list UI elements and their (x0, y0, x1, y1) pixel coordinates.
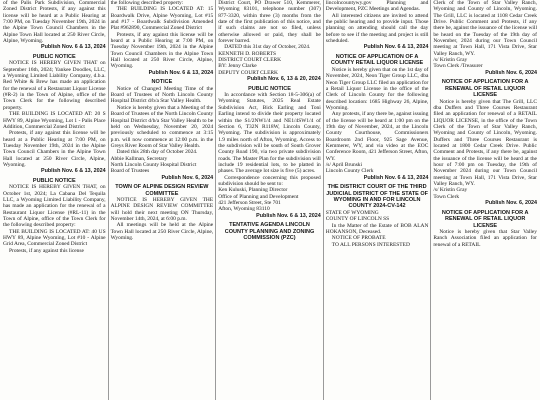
notice-title: TENTATIVE AGENDA LINCOLN COUNTY PLANNING AND ZONING COMMISSION (PZC) (224, 222, 315, 242)
notice-paragraph: In accordance with Section 18-5-306(a) of Wyoming Statutes, 2025 Real Estate Subdivision Act, Bick Earling and Toni Earling intend to divide their property located within the S1/2NW1/4 and NE1/4SW1/4 of Section 6, T32N R118W, Lincoln County, Wyoming. The subdivision is approximately 1.9 miles north of Afton, Wyoming. Access to the subdivision will be south of South Grover County Road 190, via two private subdivision roads. The Master Plan for the subdivision will include 19 residential lots, to be platted in phases. The average lot size is five (5) acres. (218, 92, 321, 175)
publish-dates: Publish Nov. 6 & 13, 2024 (148, 69, 214, 76)
column-3 (216, 0, 324, 400)
legal-notice (218, 0, 321, 83)
notice-paragraph: Dated this 28th day of October 2024. (116, 149, 198, 156)
legal-notice (433, 0, 537, 76)
notice-title: PUBLIC NOTICE (248, 85, 291, 92)
legal-notice (3, 0, 106, 51)
legal-notice (326, 184, 429, 248)
notice-paragraph: Correspondence concerning this proposed subdivision should be sent to: (218, 174, 321, 187)
legal-notice (326, 0, 429, 51)
notice-title: NOTICE (151, 79, 173, 86)
publish-dates: Publish Nov. 6 & 13, 2024 (256, 212, 321, 219)
notice-paragraph: Any protests, if any there be, against issuing of the license will be heard at 1:00 pm on the 19th day of November, 2024, at the Lincoln County Courthouse, Commissioners Boardroom 2nd Floor, 925 Sage Avenue, Kemmerer, WY, and via video at the EOC Conference Room, 421 Jefferson Street, Afton, WY. (325, 111, 429, 162)
notice-paragraph: NOTICE IS HEREBY GIVEN THAT on September 16th, 2024; Yankee Doodles, LLC, a Wyoming Limited Liability Company, d.b.a. Red White & Brew has made an application for the renewal of a Restaurant Liquor License (#R-2) in the Town of Alpine, office of the Town Clerk for the following described property. (3, 60, 106, 111)
legal-notice (111, 184, 214, 241)
column-1 (1, 0, 109, 400)
notice-paragraph: In the Matter of the Estate of BOB ALAN HOKANSON, Deceased. (325, 222, 429, 235)
notice-paragraph: Abbie Kallman, Secretary North Lincoln County Hospital District Board of Trustees (110, 155, 197, 175)
publish-dates: Publish Nov. 6 & 13, 2024 (40, 168, 106, 175)
notice-paragraph: District Court, PO Drawer 510, Kemmerer, Wyoming 83101, telephone number (307) 877-3320, within three (3) months from the date of the first publication of this notice, and if such claims are not so filed, unless otherwise allowed or paid, they shall be forever barred. (218, 0, 321, 45)
publish-dates: Publish Nov. 6 & 13, 2024 (363, 44, 429, 51)
notice-title: PUBLIC NOTICE (32, 177, 76, 184)
notice-paragraph: Notice of Changed Meeting Time of the Board of Trustees of North Lincoln County Hospital District d/b/a Star Valley Health. (110, 85, 214, 105)
notice-paragraph: /s/ Kristin Gray Town Clerk (433, 187, 468, 200)
notice-paragraph: KENNETH D. ROBERTS DISTRICT COURT CLERK BY: Jenny Clarke DEPUTY COURT CLERK (218, 50, 282, 76)
notice-paragraph: Protests, if any against this license will be heard at a Public Hearing at 7:00 PM, on Tuesday November 19th, 2024 in the Alpine Town Council Chambers in the Alpine Town Hall located at 250 River Circle, Alpine, Wyoming. (3, 130, 106, 168)
notice-paragraph: Notice is hereby given that The Grill, LLC dba Duffers and Three Courses Restaurant filed an application for renewal of a RETAIL LIQUOR LICENSE, in the office of the Town Clerk of the Town of Star Valley Ranch, Wyoming and County of Lincoln, Wyoming. Duffers and Three Courses Restaurant is located at 1800 Cedar Creek Drive. Public Comment and Protests, if any there be, against the issuance of the license will be heard at the hour of 7:00 pm on Tuesday, the 19th of November 2024 during our Town Council meeting at Town Hall, 171 Vista Drive, Star Valley Ranch, WY. (433, 98, 537, 188)
notice-paragraph: Notice is hereby given that a Meeting of the Board of Trustees of the North Lincoln County Hospital District d/b/a Star Valley Health to be held on Wednesday, November 20, 2024 previously scheduled to commence at 3:15 p.m. will now commence at 12:00 p.m. in the Greys River Room of Star Valley Health. (110, 104, 214, 149)
notice-paragraph: TO ALL PERSONS INTERESTED (331, 241, 410, 248)
legal-notice (218, 86, 321, 220)
publish-dates: Publish Nov. 6, 2024 (485, 200, 537, 207)
notice-paragraph: Notice is hereby given that on the 1st day of November, 2024, Neon Tiger Group LLC, dba Neon Tiger Group LLC filed an application for a Retail Liquor License in the office of the Clerk of Lincoln County for the following described location: 1685 Highway 26, Alpine, Wyoming. (325, 66, 429, 111)
notice-title: NOTICE OF APPLICATION FOR A RENEWAL OF RETAIL LIQUOR LICENSE (441, 209, 529, 229)
legal-notice (3, 178, 106, 254)
column-4 (324, 0, 432, 400)
legal-notice (433, 210, 537, 248)
notice-paragraph: NOTICE IS HEREBY GIVEN THAT, on October 1st, 2024; La Cabana Del Tequila LLC, a Wyoming Limited Liability Company, has made an application for the renewal of a Restaurant Liquor License (#RL-11) in the Town of Alpine, office of the Town Clerk for the following described property: (3, 184, 106, 229)
legal-notice (326, 54, 429, 181)
notice-paragraph: Protests, if any against this license will be heard at a Public Hearing at 7:00 PM, on Tuesday November 19th, 2024 in the Alpine Town Council Chambers in the Alpine Town Hall located at 250 River Circle, Alpine, Wyoming. (110, 31, 214, 70)
notice-paragraph: Notice is hereby given that Star Valley Ranch Association filed an application for renewal of a RETAIL (433, 228, 537, 248)
notice-paragraph: THE BUILDING IS LOCATED AT: 20 S HWY 89, Alpine Wyoming, Lot 1 - Palis Place Addition, Commercial Zoned District (3, 111, 106, 130)
publish-dates: Publish Nov. 6, 13 & 20, 2024 (247, 76, 321, 83)
notice-paragraph: /s/ April Brunski Lincoln County Clerk (325, 161, 374, 175)
notice-paragraph: Clerk of the Town of Star Valley Ranch, Wyoming and County of Lincoln, Wyoming. The Grill, LLC is located at 1108 Cedar Creek Drive. Public Comment and Protests, if any there be, against the issuance of the license will be heard on the Tuesday of the 19th day of November, 2024 during our Town Council meeting at Town Hall, 171 Vista Drive, Star Valley Ranch, WY. (433, 0, 537, 57)
notice-title: NOTICE OF APPLICATION OF A COUNTY RETAIL LIQUOR LICENSE (330, 54, 424, 67)
notice-paragraph: DATED this 31st day of October, 2024. (224, 44, 311, 51)
publish-dates: Publish Nov. 6 & 13, 2024 (40, 44, 106, 51)
legal-notice (433, 79, 537, 206)
legal-notice (218, 222, 321, 241)
legal-notice (111, 79, 214, 181)
notice-title: TOWN OF ALPINE DESIGN REVIEW COMMITTEE (115, 184, 209, 197)
notice-paragraph: /s/ Kristin Gray Town Clerk /Treasurer (433, 57, 483, 70)
notice-paragraph: All meetings will be held at the Alpine Town Hall located at 250 River Circle, Alpine, Wyoming. (110, 222, 214, 242)
column-5 (431, 0, 539, 400)
publish-dates: Publish Nov. 6, 2024 (161, 174, 214, 181)
notice-paragraph: lincolncountywy.gov Planning and Development, PZC Meetings and Agendas. (325, 0, 429, 13)
notice-title: NOTICE OF APPLICATION FOR A RENEWAL OF RETAIL LIQUOR LICENSE (441, 79, 529, 99)
notice-paragraph: STATE OF WYOMING COUNTY OF LINCOLN SS (325, 209, 390, 223)
notice-paragraph: Protests, if any against this license (9, 247, 84, 254)
notice-paragraph: THE BUILDING IS LOCATED AT: 15 Boardwalk Drive, Alpine Wyoming, Lot #15 and #17 - Boardwalk Subdivision Amended Plat #962890, Commercial Zoned District (110, 6, 214, 32)
notice-paragraph: of the Palis Park Subdivision, Commercial Zoned District Protests, if any against this license will be heard at a Public Hearing at 7:00 PM, on Tuesday November 19th, 2024 in the Alpine Town Council Chambers in the Alpine Town Hall located at 250 River Circle, Alpine, Wyoming. (3, 0, 106, 45)
notice-title: PUBLIC NOTICE (32, 54, 76, 60)
publish-dates: Publish Nov. 6, 2024 (485, 69, 537, 76)
notice-paragraph: THE BUILDING IS LOCATED AT: 40 US HWY 89, Alpine Wyoming, Lot #10 - Alpine Grid Area, Commercial Zoned District (3, 228, 106, 248)
publish-dates: Publish Nov. 6 & 13, 2024 (363, 174, 429, 181)
column-2 (109, 0, 217, 400)
notice-paragraph: Ken Kuluski, Planning Director Office of Planning and Development 421 Jefferson Street, Ste 701 Afton, Wyoming 83110 (218, 187, 299, 213)
notice-paragraph: NOTICE OF PROBATE (331, 235, 386, 242)
notice-paragraph: All interested citizens are invited to attend the public hearing and to provide input. Those planning on attending should call the day before to see if the meeting and project is still scheduled. (325, 12, 429, 45)
notice-paragraph: NOTICE IS HEREBY GIVEN THE ALPINE DESIGN REVIEW COMMITTEE will hold their next meeting ON Thursday, November 14th, 2024, at 6:00 p.m. (110, 197, 214, 223)
notice-title: THE DISTRICT COURT OF THE THIRD JUDICIAL DISTRICT OF THE STATE OF WYOMING IN AND FOR LINCOLN COUNTY 2024-CV-142 (326, 184, 428, 210)
legal-notice (111, 0, 214, 76)
legal-notice (3, 54, 106, 175)
notice-paragraph: the following described property: (110, 0, 184, 6)
